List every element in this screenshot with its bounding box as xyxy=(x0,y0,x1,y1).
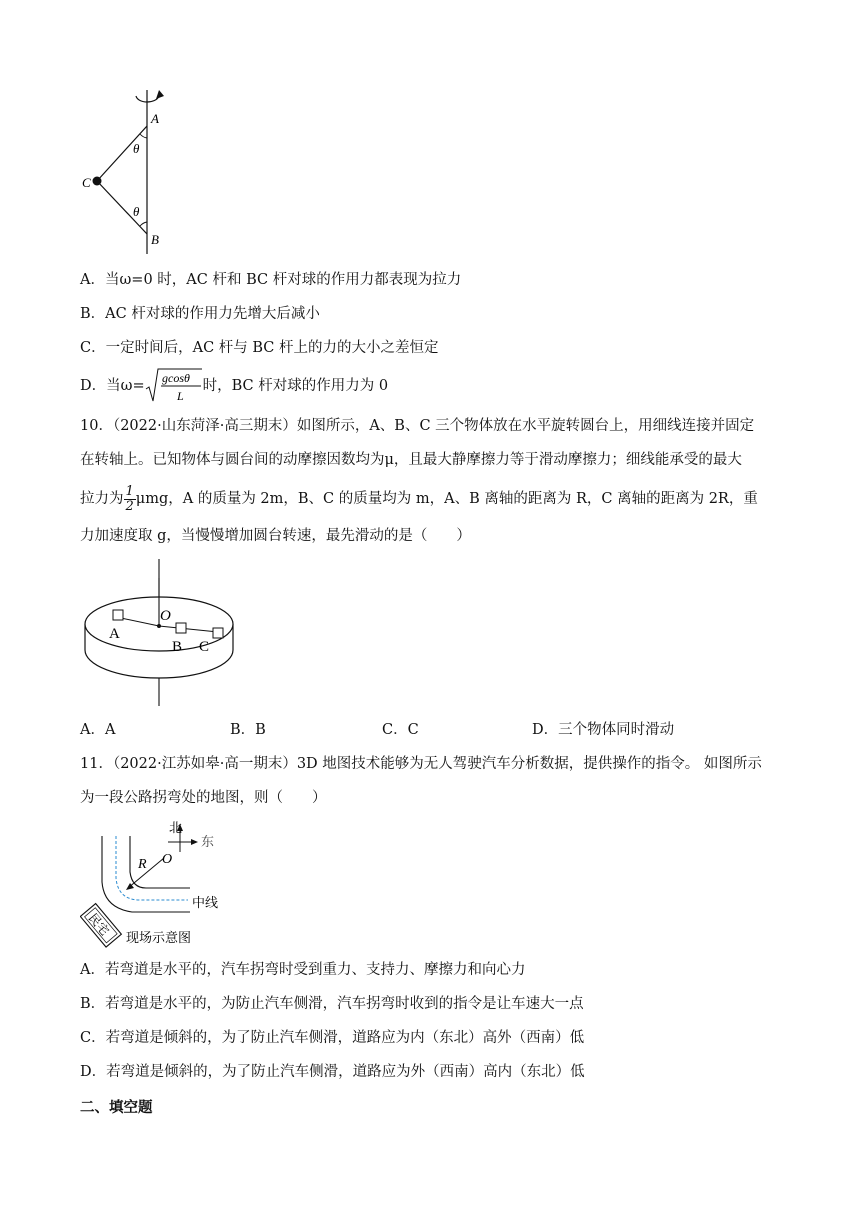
q9-option-b: B．AC 杆对球的作用力先增大后减小 xyxy=(80,306,320,322)
q10-option-c: C．C xyxy=(382,722,419,738)
rotating-table-figure xyxy=(80,556,240,710)
label-O: O xyxy=(160,608,171,624)
q10-line-3-suffix: μmg，A 的质量为 2m，B、C 的质量均为 m，A、B 离轴的距离为 R，C 离轴的距离为 2R，重 xyxy=(135,491,758,507)
label-A: A xyxy=(109,626,120,642)
q11-option-c: C．若弯道是倾斜的，为了防止汽车侧滑，道路应为内（东北）高外（西南）低 xyxy=(80,1030,585,1046)
q10-line-3 xyxy=(80,482,758,516)
q9-option-a: A．当ω=0 时，AC 杆和 BC 杆对球的作用力都表现为拉力 xyxy=(80,272,462,288)
q11-option-a: A．若弯道是水平的，汽车拐弯时受到重力、支持力、摩擦力和向心力 xyxy=(80,962,526,978)
q10-option-a: A．A xyxy=(80,722,116,738)
label-B: B xyxy=(172,639,183,655)
label-B: B xyxy=(151,232,159,247)
label-theta-top: θ xyxy=(133,141,140,156)
label-centerline: 中线 xyxy=(192,895,219,910)
q9-option-d xyxy=(80,366,388,406)
label-theta-bottom: θ xyxy=(133,204,140,219)
fraction-denominator: 2 xyxy=(125,498,134,514)
sqrt-denominator: L xyxy=(176,389,184,403)
rotating-rods-figure xyxy=(80,86,190,256)
q9-option-c: C．一定时间后，AC 杆与 BC 杆上的力的大小之差恒定 xyxy=(80,340,439,356)
compass-north: 北 xyxy=(169,820,183,835)
q10-line-1: 10．（2022·山东菏泽·高三期末）如图所示，A、B、C 三个物体放在水平旋转圆台上，用细线连接并固定 xyxy=(80,418,755,434)
label-house: 民宅 xyxy=(85,910,112,939)
q11-line-2: 为一段公路拐弯处的地图，则（ ） xyxy=(80,790,327,806)
label-O: O xyxy=(162,852,173,867)
q11-option-d: D．若弯道是倾斜的，为了防止汽车侧滑，道路应为外（西南）高内（东北）低 xyxy=(80,1064,585,1080)
compass-east: 东 xyxy=(201,834,215,849)
q10-option-d: D．三个物体同时滑动 xyxy=(532,722,675,738)
label-C: C xyxy=(82,175,91,190)
sqrt-expression xyxy=(145,366,203,406)
q10-option-b: B．B xyxy=(230,722,266,738)
q11-line-1: 11．（2022·江苏如皋·高一期末）3D 地图技术能够为无人驾驶汽车分析数据，提供操作的指令。 如图所示 xyxy=(80,756,762,772)
figure-caption: 现场示意图 xyxy=(126,930,192,945)
road-curve-map-figure xyxy=(80,812,240,952)
sqrt-numerator: gcosθ xyxy=(161,371,190,385)
label-A: A xyxy=(151,111,159,126)
q10-line-3-prefix: 拉力为 xyxy=(80,491,124,507)
q11-option-b: B．若弯道是水平的，为防止汽车侧滑，汽车拐弯时收到的指令是让车速大一点 xyxy=(80,996,584,1012)
q9-option-d-prefix: D．当ω= xyxy=(80,378,145,394)
q10-line-2: 在转轴上。已知物体与圆台间的动摩擦因数均为μ，且最大静摩擦力等于滑动摩擦力；细线能承受的最大 xyxy=(80,452,742,468)
q10-line-4: 力加速度取 g，当慢慢增加圆台转速，最先滑动的是（ ） xyxy=(80,528,471,544)
fraction-one-half xyxy=(124,485,136,514)
label-R: R xyxy=(138,857,147,872)
section-heading-fill-in: 二、填空题 xyxy=(80,1100,153,1116)
q9-option-d-suffix: 时，BC 杆对球的作用力为 0 xyxy=(202,378,389,394)
label-C: C xyxy=(199,639,210,655)
fraction-numerator: 1 xyxy=(125,483,134,499)
